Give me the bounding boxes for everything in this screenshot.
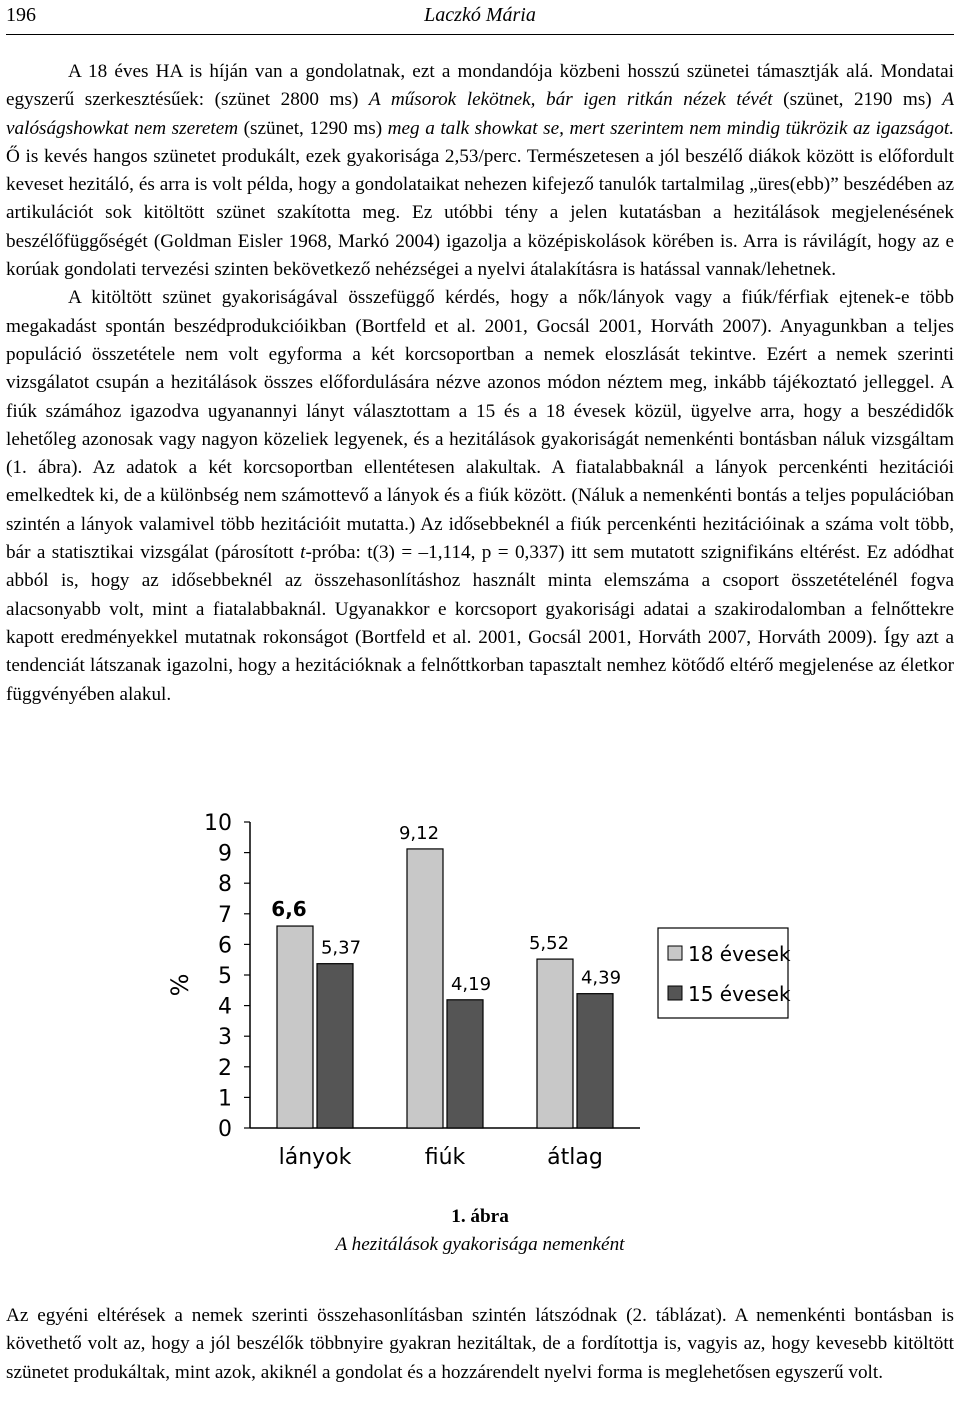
paragraph-1 [6, 58, 954, 284]
y-tick-label: 10 [204, 811, 232, 836]
legend-swatch [668, 986, 682, 1000]
bar [407, 849, 443, 1128]
data-label: 9,12 [398, 822, 440, 844]
text-run: (szünet, 2190 ms) [772, 89, 943, 111]
text-run: A kitöltött szünet gyakoriságával összefüggő kérdés, hogy a nők/lányok vagy a fiúk/férfiak ejtenek-e több megakadást spontán beszédprodukcióikban (Bortfeld et al. 2001, Gocsál 2001, Horváth 2007). Anyagunkban a teljes populáció összetétele nem volt egyforma a két korcsoportban a nemek eloszlását tekintve. Ezért a nemek szerinti vizsgálatot csupán a hezitálások összes előfordulására nézve azonos módon néztem meg, inkább tájékoztató jelleggel. A fiúk számához igazodva ugyanannyi lányt választottam a 15 és a 18 évesek közül, ügyelve arra, hogy a beszédidők lehetőleg azonosak vagy nagyon közeliek legyenek, és a hezitálások gyakoriságát nemenkénti bontásban náluk vizsgáltam (1. ábra). Az adatok a két korcsoportban ellentétesen alakultak. A fiatalabbaknál a lányok percenkénti hezitációi emelkedtek ki, de a különbség nem számottevő a lányok és a fiúk között. (Náluk a nemenkénti bontás a teljes populációban szintén a lányok valamivel több hezitációit mutatta.) Az idősebbeknél a fiúk percenkénti hezitációinak a száma volt több, bár a statisztikai vizsgálat (párosított [6, 287, 954, 564]
data-label: 5,52 [528, 933, 570, 955]
bar [277, 926, 313, 1128]
data-label: 5,37 [320, 937, 362, 959]
y-tick-label: 3 [218, 1025, 232, 1051]
y-tick-label: 1 [218, 1086, 232, 1112]
paragraph-2 [6, 284, 954, 708]
page-number: 196 [6, 4, 36, 26]
running-author: Laczkó Mária [424, 4, 536, 26]
figure-number: 1. ábra [451, 1206, 509, 1227]
y-tick-label: 8 [218, 872, 232, 898]
running-header [6, 0, 954, 35]
category-label: fiúk [424, 1145, 466, 1170]
text-run: meg a talk showkat se, mert szerintem nem mindig tükrözik az igazságot. [387, 117, 954, 139]
bar [317, 964, 353, 1128]
legend-swatch [668, 946, 682, 960]
legend-label: 15 évesek [688, 982, 791, 1006]
y-tick-label: 9 [218, 841, 232, 867]
bar [537, 959, 573, 1128]
y-tick-label: 7 [218, 902, 232, 928]
text-run: t [300, 542, 306, 564]
bar [577, 994, 613, 1128]
text-run: Ő is kevés hangos szünetet produkált, ezek gyakorisága 2,53/perc. Természetesen a jól beszélő diákok között is előfordult keveset hezitáló, és arra is volt példa, hogy a gondolataikat nehezen kifejező tanulók tartalmilag „üres(ebb)” beszédében az artikulációt sok kitöltött szünet szakította meg. Ez utóbbi tény a jelen kutatásban a hezitálások megjelenésének beszélőfüggőségét (Goldman Eisler 1968, Markó 2004) igazolja a középiskolások körében is. Arra is rávilágít, hogy az e korúak gondolati tervezési szinten bekövetkező nehézségei a nyelvi átalakításra is hatással vannak/lehetnek. [6, 145, 954, 281]
data-label: 4,19 [450, 973, 492, 995]
y-tick-label: 2 [218, 1055, 232, 1081]
text-run: A valóságshowkat nem szeretem [6, 89, 954, 139]
text-run: A műsorok lekötnek, bár igen ritkán nézek tévét [368, 89, 773, 111]
body-text [6, 58, 954, 709]
text-run: (szünet, 1290 ms) [238, 117, 388, 139]
y-tick-label: 6 [218, 933, 232, 959]
y-tick-label: 4 [218, 994, 232, 1020]
y-tick-label: 5 [218, 964, 232, 989]
bar-chart [150, 800, 810, 1190]
text-run: A 18 éves HA is híján van a gondolatnak, ezt a mondandója közbeni hosszú szünetei támasztják alá. Mondatai egyszerű szerkesztésűek: (szünet 2800 ms) [6, 61, 954, 111]
y-tick-label: 0 [218, 1117, 232, 1142]
figure-title: A hezitálások gyakorisága nemenként [335, 1234, 625, 1255]
chart-svg [150, 800, 810, 1190]
body-text-after-figure [6, 1302, 954, 1387]
paragraph-3: Az egyéni eltérések a nemek szerinti összehasonlításban szintén látszódnak (2. táblázat). A nemenkénti bontásban is követhető volt az, hogy a jól beszélők többnyire gyakran hezitáltak, de a fordítottja is, vagyis az, hogy kevesebb kitöltött szünetet produkáltak, mint azok, akiknél a gondolat és a hozzárendelt nyelvi forma is meglehetősen egyszerű volt. [6, 1305, 954, 1383]
text-run: -próba: t(3) = –1,114, p = 0,337) itt sem mutatott szignifikáns eltérést. Ez adódhat abból is, hogy az idősebbeknél az összehasonlításhoz használt minta elemszáma a csoport összetételénél fogva alacsonyabb volt, mint a fiatalabbaknál. Ugyanakkor e korcsoport gyakorisági adatai a szakirodalomban a felnőttekre kapott eredményekkel mutatnak rokonságot (Bortfeld et al. 2001, Gocsál 2001, Horváth 2007, Horváth 2009). Így azt a tendenciát látszanak igazolni, hogy a hezitációknak a felnőttkorban tapasztalt nemhez kötődő eltérő megjelenése az életkor függvényében alakul. [6, 542, 954, 705]
bar [447, 1000, 483, 1128]
y-axis-label: % [166, 973, 194, 997]
data-label: 4,39 [580, 967, 622, 989]
data-label: 6,6 [271, 897, 307, 922]
category-label: lányok [278, 1145, 352, 1170]
category-label: átlag [547, 1145, 603, 1170]
legend-label: 18 évesek [688, 942, 791, 966]
